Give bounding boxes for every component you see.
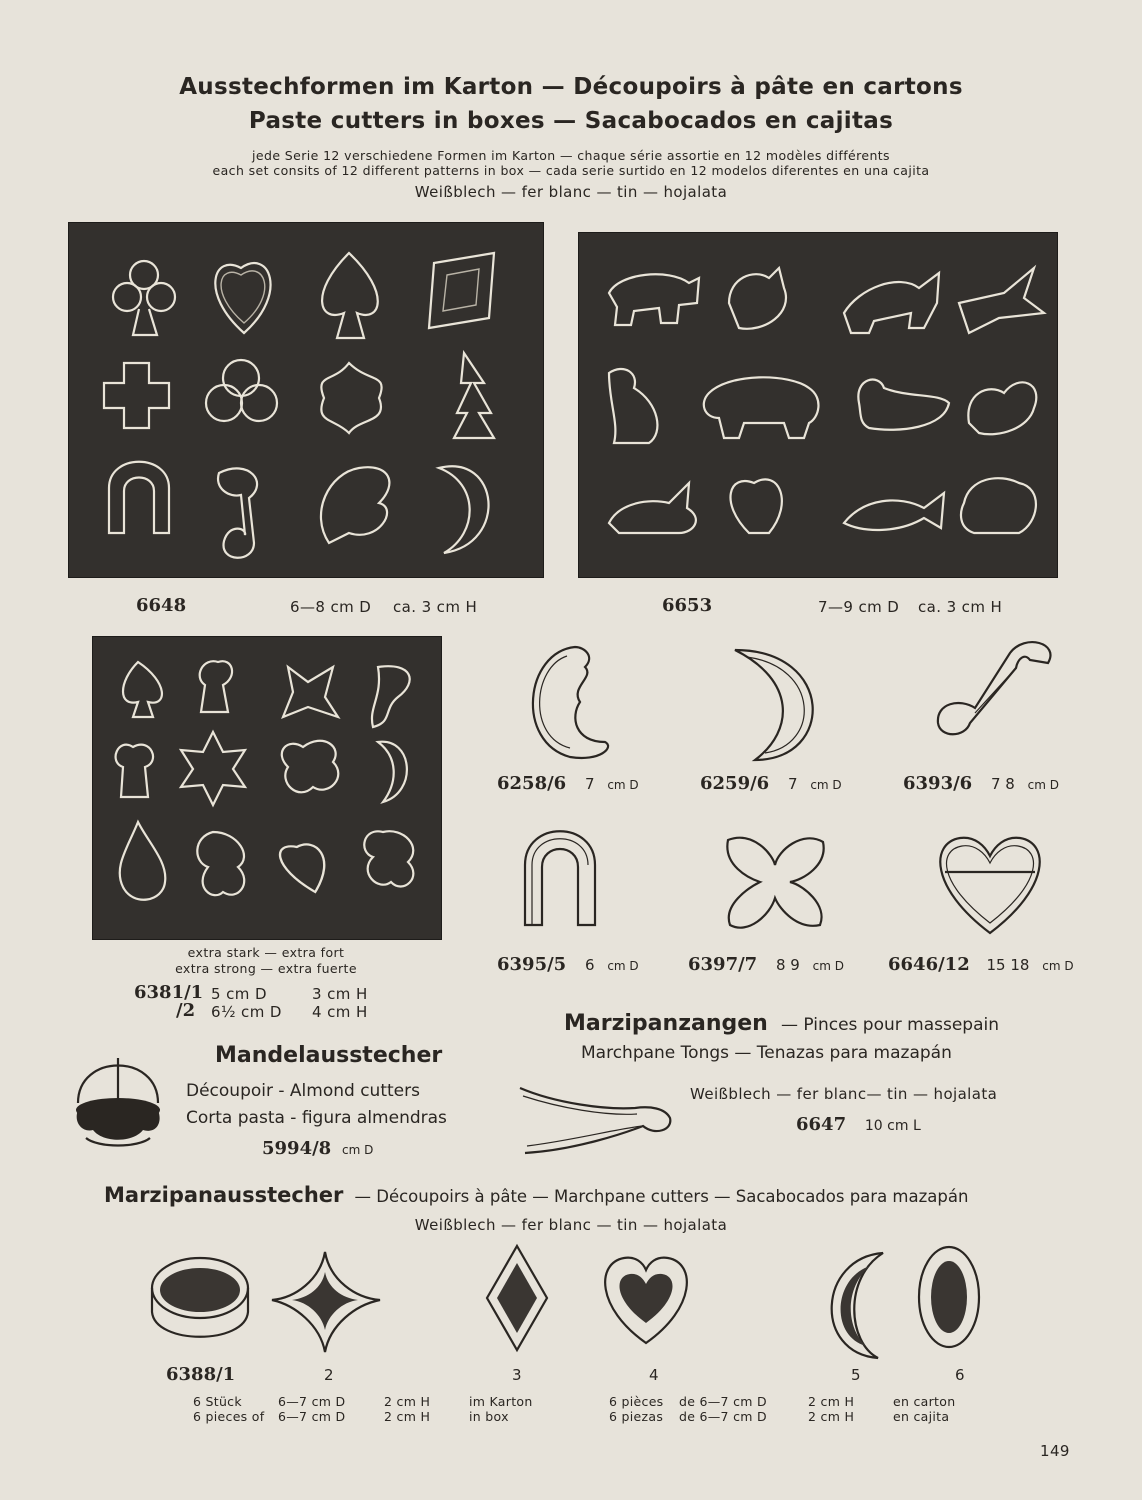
clover-cutter (364, 831, 413, 886)
fish-cutter (844, 493, 944, 530)
single-6259-label: 6259/6 7 cm D (700, 773, 842, 794)
moon-cutter (439, 466, 489, 553)
foot-box-2: in box (469, 1409, 509, 1424)
round-cutter (145, 1250, 255, 1350)
spade-cutter (322, 253, 378, 338)
squirrel-cutter (968, 382, 1036, 434)
foot-box-fr-2: en cajita (893, 1409, 950, 1424)
set-6381-2-code: /2 (176, 1000, 196, 1021)
club-cutter (113, 261, 175, 335)
marzipan-material: Weißblech — fer blanc — tin — hojalata (414, 1216, 728, 1234)
foot-size-1: 6—7 cm D (278, 1394, 346, 1409)
title-line-1: Ausstechformen im Karton — Découpoirs à pâte en cartons (179, 74, 963, 100)
heart-cutter (215, 263, 270, 333)
page-number: 149 (1040, 1442, 1070, 1460)
almond-title: Mandelausstecher (215, 1043, 443, 1068)
marzipan-tongs-drawing (515, 1078, 685, 1158)
foot-h-fr-2: 2 cm H (808, 1409, 855, 1424)
four-leaf-cutter (321, 363, 381, 433)
horseshoe-cutter-6395 (520, 825, 600, 935)
tongs-title: Marzipanzangen (564, 1011, 768, 1036)
almond-line-2: Corta pasta - figura almendras (186, 1108, 447, 1128)
oval-cutter (914, 1242, 984, 1357)
almond-cutter-drawing (68, 1048, 168, 1153)
star-cutter (181, 732, 245, 805)
foot-de-2: 6 pieces of (193, 1409, 265, 1424)
single-6646-label: 6646/12 15 18 cm D (888, 954, 1074, 975)
set-6381-2-d: 6½ cm D (211, 1003, 282, 1021)
foot-size-fr-1: de 6—7 cm D (679, 1394, 767, 1409)
cross-cutter (104, 363, 169, 428)
horseshoe-cutter (109, 462, 169, 533)
fish-s-cutter (372, 666, 410, 727)
set-6653-code: 6653 (662, 595, 713, 616)
trefoil-cutter (206, 360, 277, 421)
spade-cutter (123, 662, 162, 717)
heart-bird-cutter (730, 479, 781, 533)
marzipan-num-5: 5 (851, 1366, 861, 1384)
strong-line-1: extra stark — extra fort (187, 945, 345, 960)
tongs-title-row (564, 1011, 999, 1036)
rhombus-cutter (482, 1243, 552, 1353)
foot-de-1: 6 Stück (193, 1394, 242, 1409)
marzipan-num-1: 6388/1 (166, 1364, 236, 1385)
set-6381-photo (92, 636, 442, 940)
set-6653-height: ca. 3 cm H (918, 598, 1003, 616)
diamond-curved-cutter (270, 1250, 385, 1355)
title-line-2: Paste cutters in boxes — Sacabocados en cajitas (248, 108, 894, 134)
marzipan-title-rest: — Découpoirs à pâte — Marchpane cutters — Sacabocados para mazapán (354, 1187, 969, 1206)
marzipan-num-4: 4 (649, 1366, 659, 1384)
marzipan-title-row (104, 1183, 968, 1207)
crescent-small-cutter (808, 1248, 908, 1363)
diamond-cutter (429, 253, 494, 328)
single-6258-label: 6258/6 7 cm D (497, 773, 639, 794)
almond-code: 5994/8 cm D (262, 1138, 374, 1159)
club-cutter (200, 661, 232, 712)
tongs-material: Weißblech — fer blanc— tin — hojalata (690, 1085, 998, 1103)
strong-line-2: extra strong — extra fuerte (175, 961, 357, 976)
note-cutter (218, 468, 257, 557)
rabbit-sitting-cutter (609, 369, 657, 443)
set-6648-code: 6648 (136, 595, 187, 616)
marzipan-num-2: 2 (324, 1366, 334, 1384)
moon-face-cutter-6258 (515, 642, 625, 762)
swallow-cutter (959, 268, 1044, 333)
foot-size-fr-2: de 6—7 cm D (679, 1409, 767, 1424)
hen-cutter (729, 268, 786, 329)
tongs-title-fr: — Pinces pour massepain (780, 1015, 999, 1035)
foot-fr-2: 6 piezas (609, 1409, 664, 1424)
set-6648-size: 6—8 cm D (290, 598, 372, 616)
crescent-cutter (378, 742, 407, 802)
flower-cutter (282, 741, 339, 793)
subtitle-line-1: jede Serie 12 verschiedene Formen im Karton — chaque série assortie en 12 modèles différents (252, 148, 890, 163)
four-leaf-cutter-6397 (718, 830, 833, 935)
foot-h-2: 2 cm H (384, 1409, 431, 1424)
tongs-line-2: Marchpane Tongs — Tenazas para mazapán (581, 1043, 952, 1063)
foot-box-fr-1: en carton (893, 1394, 956, 1409)
fir-cutter (454, 353, 494, 438)
tongs-code-row: 6647 10 cm L (796, 1114, 921, 1135)
pear-cutter (120, 822, 166, 900)
foot-box-1: im Karton (469, 1394, 533, 1409)
foot-fr-1: 6 pièces (609, 1394, 664, 1409)
single-6397-label: 6397/7 8 9 cm D (688, 954, 844, 975)
club-small-cutter (116, 745, 153, 797)
heart-cutter (280, 844, 324, 892)
hare-cutter (609, 483, 696, 533)
single-6395-label: 6395/5 6 cm D (497, 954, 639, 975)
duck-cutter (858, 380, 949, 430)
marzipan-title: Marzipanausstecher (104, 1183, 344, 1207)
set-6381-1-d: 5 cm D (211, 985, 267, 1003)
set-6648-photo (68, 222, 544, 578)
set-6381-2-h: 4 cm H (312, 1003, 368, 1021)
marzipan-num-3: 3 (512, 1366, 522, 1384)
heart-small-cutter (596, 1248, 696, 1358)
subtitle-line-2: each set consits of 12 different patterns in box — cada serie surtido en 12 modelos diferentes en una cajita (212, 163, 930, 178)
dog-cutter (844, 273, 939, 333)
bird-cutter (321, 467, 389, 543)
bear-cutter (609, 274, 699, 325)
almond-line-1: Découpoir - Almond cutters (186, 1081, 420, 1101)
set-6648-height: ca. 3 cm H (393, 598, 478, 616)
foot-size-2: 6—7 cm D (278, 1409, 346, 1424)
single-6393-label: 6393/6 7 8 cm D (903, 773, 1059, 794)
set-6653-photo (578, 232, 1058, 578)
trefoil-cutter (197, 832, 244, 895)
foot-h-1: 2 cm H (384, 1394, 431, 1409)
set-6381-1-h: 3 cm H (312, 985, 368, 1003)
foot-h-fr-1: 2 cm H (808, 1394, 855, 1409)
butterfly-cutter (283, 667, 338, 717)
note-cutter-6393 (930, 638, 1060, 748)
set-6381-code: 6381/1 (134, 982, 204, 1003)
elephant-cutter (704, 377, 819, 438)
set-6653-size: 7—9 cm D (818, 598, 900, 616)
material-line: Weißblech — fer blanc — tin — hojalata (414, 183, 728, 201)
marzipan-num-6: 6 (955, 1366, 965, 1384)
tree-cutter (961, 478, 1036, 533)
heart-cutter-6646 (930, 828, 1050, 938)
crescent-cutter-6259 (725, 645, 835, 765)
